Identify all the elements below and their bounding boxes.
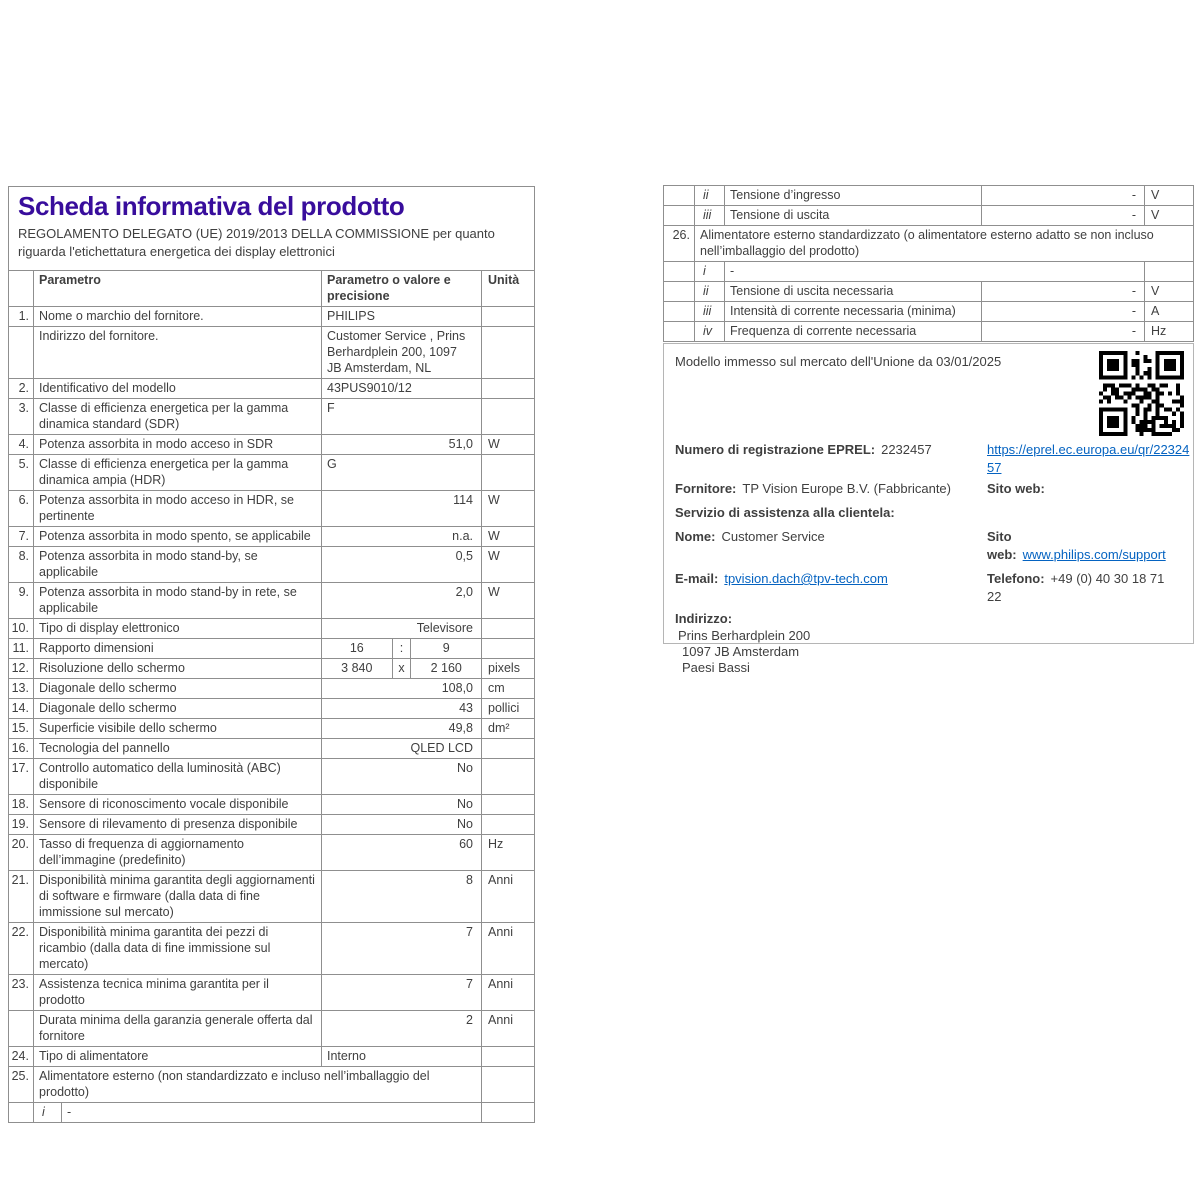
sub-index: iii <box>694 206 724 225</box>
unit-value: W <box>481 527 534 546</box>
row-number: 7. <box>18 529 29 543</box>
address-line: 1097 JB Amsterdam <box>682 644 800 659</box>
param-label: Potenza assorbita in modo acceso in SDR <box>33 435 321 454</box>
eprel-label: Numero di registrazione EPREL: <box>675 442 876 457</box>
param-value: No <box>321 759 481 794</box>
unit-value: Anni <box>481 975 534 1010</box>
table-row <box>9 738 534 758</box>
table-row <box>664 301 1193 321</box>
param-value: 108,0 <box>321 679 481 698</box>
address-line: Prins Berhardplein 200 <box>678 628 811 643</box>
row-number <box>664 186 694 205</box>
unit-value: Hz <box>1144 322 1193 341</box>
table-row <box>9 378 534 398</box>
supplier-name: TP Vision Europe B.V. (Fabbricante) <box>742 481 951 496</box>
table-row <box>9 1046 534 1066</box>
supplier-label: Fornitore: <box>675 481 737 496</box>
table-row <box>9 870 534 922</box>
unit-value: V <box>1144 186 1193 205</box>
row-number: 21. <box>11 873 29 887</box>
row-number <box>9 1103 33 1122</box>
table-header-row <box>9 271 534 306</box>
param-label: Alimentatore esterno standardizzato (o alimentatore esterno adatto se non incluso nell’imballaggio del prodotto) <box>694 226 1193 261</box>
param-label: Tecnologia del pannello <box>33 739 321 758</box>
table-row <box>664 225 1193 261</box>
row-number <box>9 327 33 378</box>
parameter-table-continuation <box>664 186 1193 341</box>
param-label: Potenza assorbita in modo spento, se applicabile <box>33 527 321 546</box>
row-number: 15. <box>11 721 29 735</box>
param-label: Intensità di corrente necessaria (minima) <box>724 302 981 321</box>
header-value: Parametro o valore e precisione <box>321 271 481 306</box>
table-row <box>9 1102 534 1122</box>
table-row <box>9 922 534 974</box>
unit-value <box>481 379 534 398</box>
row-number: 16. <box>11 741 29 755</box>
param-value <box>321 659 481 678</box>
row-number: 12. <box>11 661 29 675</box>
header-parameter: Parametro <box>33 271 321 306</box>
unit-value <box>481 455 534 490</box>
product-fiche-right-sheet <box>663 185 1194 342</box>
row-number <box>664 302 694 321</box>
email-label: E-mail: <box>675 571 719 586</box>
sub-index: iii <box>694 302 724 321</box>
unit-value: W <box>481 547 534 582</box>
website-label: Sito web: <box>987 481 1045 496</box>
table-row <box>9 490 534 526</box>
row-number: 20. <box>11 837 29 851</box>
table-row <box>9 398 534 434</box>
row-number: 26. <box>672 228 690 242</box>
table-row <box>9 434 534 454</box>
header-unit: Unità <box>481 271 534 306</box>
param-value: 8 <box>321 871 481 922</box>
sub-index: i <box>694 262 724 281</box>
unit-value: Hz <box>481 835 534 870</box>
table-row <box>9 698 534 718</box>
support-website-link[interactable]: www.philips.com/support <box>1022 547 1166 562</box>
row-number: 8. <box>18 549 29 563</box>
param-value: - <box>61 1103 481 1122</box>
service-name-value: Customer Service <box>721 529 825 544</box>
param-value: Customer Service , Prins Berhardplein 200, 1097 JB Amsterdam, NL <box>321 327 481 378</box>
param-label: Nome o marchio del fornitore. <box>33 307 321 326</box>
product-fiche-left-sheet <box>8 186 535 1123</box>
table-row <box>9 582 534 618</box>
unit-value <box>481 1103 534 1122</box>
param-value: QLED LCD <box>321 739 481 758</box>
unit-value: pollici <box>481 699 534 718</box>
value-part: 16 <box>349 641 364 655</box>
param-label: Durata minima della garanzia generale offerta dal fornitore <box>33 1011 321 1046</box>
value-part: 9 <box>442 641 450 655</box>
param-label: Tipo di alimentatore <box>33 1047 321 1066</box>
row-number: 6. <box>18 493 29 507</box>
param-label: Indirizzo del fornitore. <box>33 327 321 378</box>
param-label: Alimentatore esterno (non standardizzato e incluso nell’imballaggio del prodotto) <box>33 1067 481 1102</box>
param-value: - <box>981 322 1144 341</box>
supplier-info-panel <box>663 343 1194 675</box>
email-row <box>675 570 1182 606</box>
param-label: Superficie visibile dello schermo <box>33 719 321 738</box>
param-value: 51,0 <box>321 435 481 454</box>
param-value: - <box>724 262 1144 281</box>
row-number: 13. <box>11 681 29 695</box>
unit-value <box>481 619 534 638</box>
phone-value: +49 (0) 40 30 18 71 22 <box>987 571 1165 604</box>
table-row <box>9 1066 534 1102</box>
row-number: 2. <box>18 381 29 395</box>
row-number: 10. <box>11 621 29 635</box>
param-label: Tensione di uscita <box>724 206 981 225</box>
unit-value: W <box>481 491 534 526</box>
address-label: Indirizzo: <box>675 611 733 626</box>
sub-index: ii <box>694 186 724 205</box>
unit-value: pixels <box>481 659 534 678</box>
unit-value: Anni <box>481 923 534 974</box>
param-label: Identificativo del modello <box>33 379 321 398</box>
row-number: 25. <box>11 1069 29 1083</box>
unit-value <box>481 1047 534 1066</box>
row-number: 4. <box>18 437 29 451</box>
value-separator: : <box>392 639 412 658</box>
param-label: Controllo automatico della luminosità (ABC) disponibile <box>33 759 321 794</box>
param-value: - <box>981 302 1144 321</box>
title-block <box>9 187 534 270</box>
param-value: 114 <box>321 491 481 526</box>
param-value: G <box>321 455 481 490</box>
param-value: 0,5 <box>321 547 481 582</box>
table-row <box>664 281 1193 301</box>
table-row <box>9 326 534 378</box>
param-label: Disponibilità minima garantita degli aggiornamenti di software e firmware (dalla data di fine immissione sul mercato) <box>33 871 321 922</box>
param-value: 43PUS9010/12 <box>321 379 481 398</box>
eprel-number: 2232457 <box>881 442 932 457</box>
param-label: Diagonale dello schermo <box>33 699 321 718</box>
table-row <box>664 321 1193 341</box>
param-label: Tensione d’ingresso <box>724 186 981 205</box>
param-value: 7 <box>321 975 481 1010</box>
unit-value: cm <box>481 679 534 698</box>
param-value: No <box>321 795 481 814</box>
param-label: Potenza assorbita in modo acceso in HDR, se pertinente <box>33 491 321 526</box>
row-number: 11. <box>12 641 29 655</box>
row-number <box>664 262 694 281</box>
sub-index: ii <box>694 282 724 301</box>
param-value: No <box>321 815 481 834</box>
row-number: 19. <box>11 817 29 831</box>
param-label: Sensore di rilevamento di presenza disponibile <box>33 815 321 834</box>
param-value: n.a. <box>321 527 481 546</box>
customer-service-heading: Servizio di assistenza alla clientela: <box>675 505 895 520</box>
param-value: 60 <box>321 835 481 870</box>
param-label: Frequenza di corrente necessaria <box>724 322 981 341</box>
name-label: Nome: <box>675 529 716 544</box>
row-number: 5. <box>18 457 29 471</box>
param-value: PHILIPS <box>321 307 481 326</box>
table-row <box>9 638 534 658</box>
table-row <box>664 261 1193 281</box>
email-link[interactable]: tpvision.dach@tpv-tech.com <box>724 571 888 586</box>
table-row <box>9 658 534 678</box>
address-line: Paesi Bassi <box>682 660 750 675</box>
eprel-row <box>675 441 1190 477</box>
row-number: 9. <box>18 585 29 599</box>
param-value <box>321 639 481 658</box>
row-number: 3. <box>18 401 29 415</box>
unit-value <box>481 795 534 814</box>
unit-value: A <box>1144 302 1193 321</box>
table-row <box>9 718 534 738</box>
param-label: Potenza assorbita in modo stand-by, se applicabile <box>33 547 321 582</box>
param-value: 7 <box>321 923 481 974</box>
service-name-row <box>675 528 1182 564</box>
eprel-link[interactable]: https://eprel.ec.europa.eu/qr/2232457 <box>987 442 1190 475</box>
row-number <box>664 322 694 341</box>
param-label: Disponibilità minima garantita dei pezzi di ricambio (dalla data di fine immissione sul mercato) <box>33 923 321 974</box>
unit-value <box>481 739 534 758</box>
param-value: 49,8 <box>321 719 481 738</box>
table-row <box>9 794 534 814</box>
param-value: 43 <box>321 699 481 718</box>
table-row <box>9 814 534 834</box>
param-label: Assistenza tecnica minima garantita per il prodotto <box>33 975 321 1010</box>
param-value: Televisore <box>321 619 481 638</box>
row-number: 14. <box>11 701 29 715</box>
param-label: Classe di efficienza energetica per la gamma dinamica standard (SDR) <box>33 399 321 434</box>
row-number: 17. <box>11 761 29 775</box>
param-value: - <box>981 206 1144 225</box>
website2-label: Sito web: <box>987 529 1017 562</box>
unit-value: V <box>1144 206 1193 225</box>
param-value: Interno <box>321 1047 481 1066</box>
supplier-row <box>675 480 1182 498</box>
value-part: 3 840 <box>341 661 373 675</box>
param-label: Potenza assorbita in modo stand-by in rete, se applicabile <box>33 583 321 618</box>
table-row <box>9 974 534 1010</box>
unit-value <box>481 1067 534 1102</box>
table-row <box>9 678 534 698</box>
table-row <box>9 758 534 794</box>
unit-value <box>1144 262 1193 281</box>
unit-value <box>481 327 534 378</box>
unit-value <box>481 639 534 658</box>
unit-value: W <box>481 583 534 618</box>
row-number <box>9 1011 33 1046</box>
table-row <box>9 454 534 490</box>
regulation-subtitle: REGOLAMENTO DELEGATO (UE) 2019/2013 DELLA COMMISSIONE per quanto riguarda l'etichettatura energetica dei display elettronici <box>18 226 495 259</box>
unit-value <box>481 399 534 434</box>
value-separator: x <box>392 659 412 678</box>
row-number: 24. <box>11 1049 29 1063</box>
sub-index: i <box>33 1103 61 1122</box>
market-entry-text: Modello immesso sul mercato dell'Unione da 03/01/2025 <box>675 354 1002 369</box>
param-value: F <box>321 399 481 434</box>
param-label: Risoluzione dello schermo <box>33 659 321 678</box>
param-label: Classe di efficienza energetica per la gamma dinamica ampia (HDR) <box>33 455 321 490</box>
param-value: 2,0 <box>321 583 481 618</box>
unit-value: dm² <box>481 719 534 738</box>
unit-value <box>481 307 534 326</box>
param-value: - <box>981 282 1144 301</box>
row-number: 1. <box>18 309 29 323</box>
param-value: - <box>981 186 1144 205</box>
param-value: 2 <box>321 1011 481 1046</box>
table-row <box>664 186 1193 205</box>
table-row <box>9 306 534 326</box>
param-label: Tensione di uscita necessaria <box>724 282 981 301</box>
row-number: 22. <box>11 925 29 939</box>
table-row <box>9 618 534 638</box>
value-part: 2 160 <box>430 661 462 675</box>
param-label: Diagonale dello schermo <box>33 679 321 698</box>
unit-value: Anni <box>481 871 534 922</box>
unit-value: V <box>1144 282 1193 301</box>
unit-value: Anni <box>481 1011 534 1046</box>
parameter-table <box>9 270 534 1122</box>
table-row <box>9 526 534 546</box>
param-label: Tipo di display elettronico <box>33 619 321 638</box>
sub-index: iv <box>694 322 724 341</box>
row-number: 23. <box>11 977 29 991</box>
table-row <box>9 1010 534 1046</box>
row-number <box>664 282 694 301</box>
row-number <box>664 206 694 225</box>
header-number-cell <box>9 271 33 306</box>
phone-label: Telefono: <box>987 571 1045 586</box>
param-label: Rapporto dimensioni <box>33 639 321 658</box>
table-row <box>664 205 1193 225</box>
unit-value: W <box>481 435 534 454</box>
row-number: 18. <box>11 797 29 811</box>
qr-code-icon <box>1099 351 1184 436</box>
page-title: Scheda informativa del prodotto <box>18 191 405 221</box>
param-label: Sensore di riconoscimento vocale disponibile <box>33 795 321 814</box>
table-row <box>9 546 534 582</box>
unit-value <box>481 815 534 834</box>
table-row <box>9 834 534 870</box>
param-label: Tasso di frequenza di aggiornamento dell’immagine (predefinito) <box>33 835 321 870</box>
unit-value <box>481 759 534 794</box>
